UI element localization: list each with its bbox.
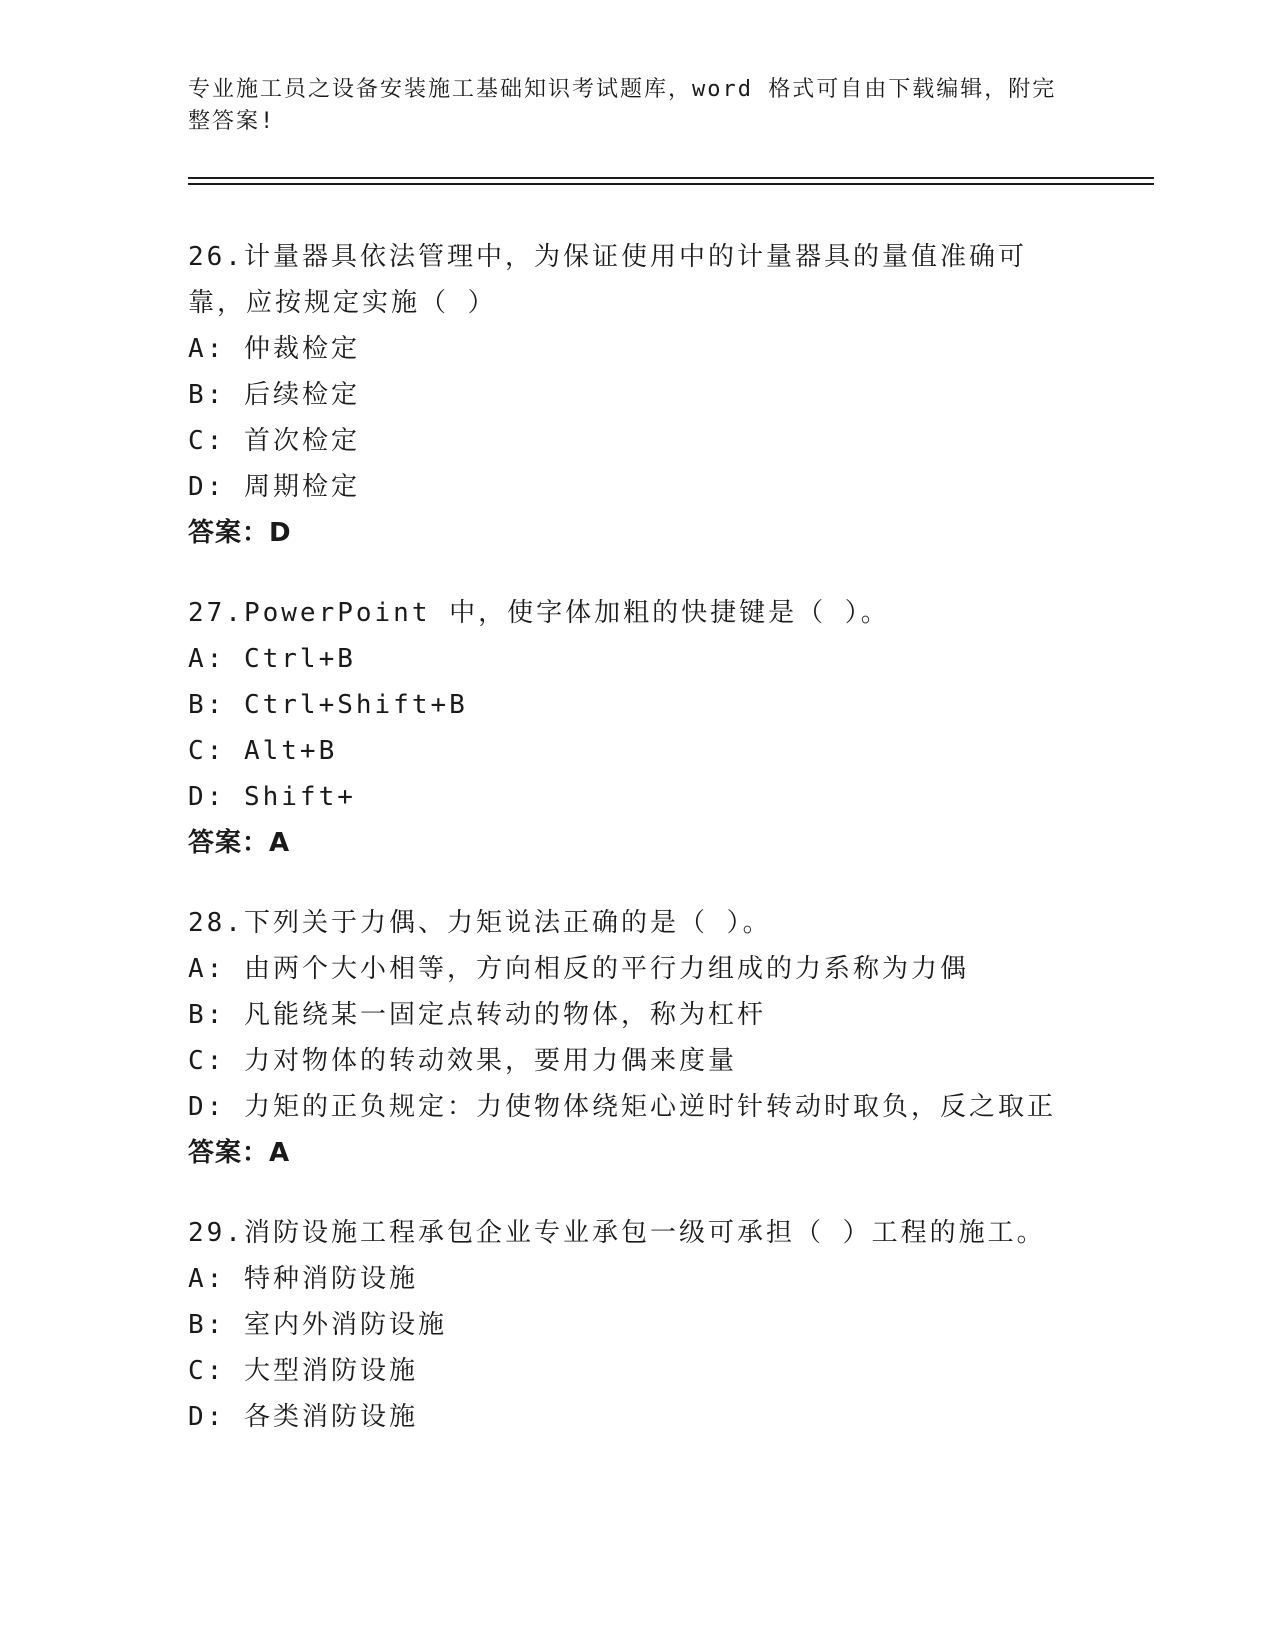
option-d: D: Shift+ [188, 782, 356, 812]
option-a: A: 仲裁检定 [188, 334, 360, 364]
question-26 [188, 234, 1088, 556]
document-header: 专业施工员之设备安装施工基础知识考试题库，word 格式可自由下载编辑，附完整答案! [188, 77, 1057, 134]
answer: 答案：D [188, 518, 292, 548]
question-stem: 26.计量器具依法管理中，为保证使用中的计量器具的量值准确可靠，应按规定实施（ ） [188, 242, 1027, 318]
header-divider-bottom [188, 183, 1154, 185]
option-b: B: 室内外消防设施 [188, 1310, 447, 1340]
option-c: C: 首次检定 [188, 426, 360, 456]
question-stem: 28.下列关于力偶、力矩说法正确的是（ ）。 [188, 908, 772, 938]
answer: 答案：A [188, 1138, 291, 1168]
question-28 [188, 900, 1088, 1176]
option-a: A: 由两个大小相等，方向相反的平行力组成的力系称为力偶 [188, 954, 969, 984]
option-b: B: 后续检定 [188, 380, 360, 410]
option-d: D: 周期检定 [188, 472, 360, 502]
option-b: B: 凡能绕某一固定点转动的物体，称为杠杆 [188, 1000, 766, 1030]
option-c: C: 力对物体的转动效果，要用力偶来度量 [188, 1046, 737, 1076]
option-a: A: Ctrl+B [188, 644, 356, 674]
question-list [188, 234, 1088, 1474]
answer: 答案：A [188, 828, 291, 858]
header-divider-top [188, 177, 1154, 179]
question-stem: 27.PowerPoint 中，使字体加粗的快捷键是（ ）。 [188, 598, 890, 628]
option-a: A: 特种消防设施 [188, 1264, 418, 1294]
option-c: C: Alt+B [188, 736, 338, 766]
question-27 [188, 590, 1088, 866]
option-b: B: Ctrl+Shift+B [188, 690, 468, 720]
question-29 [188, 1210, 1088, 1440]
option-c: C: 大型消防设施 [188, 1356, 418, 1386]
question-stem: 29.消防设施工程承包企业专业承包一级可承担（ ）工程的施工。 [188, 1218, 1046, 1248]
option-d: D: 各类消防设施 [188, 1402, 418, 1432]
option-d: D: 力矩的正负规定：力使物体绕矩心逆时针转动时取负，反之取正 [188, 1092, 1056, 1122]
